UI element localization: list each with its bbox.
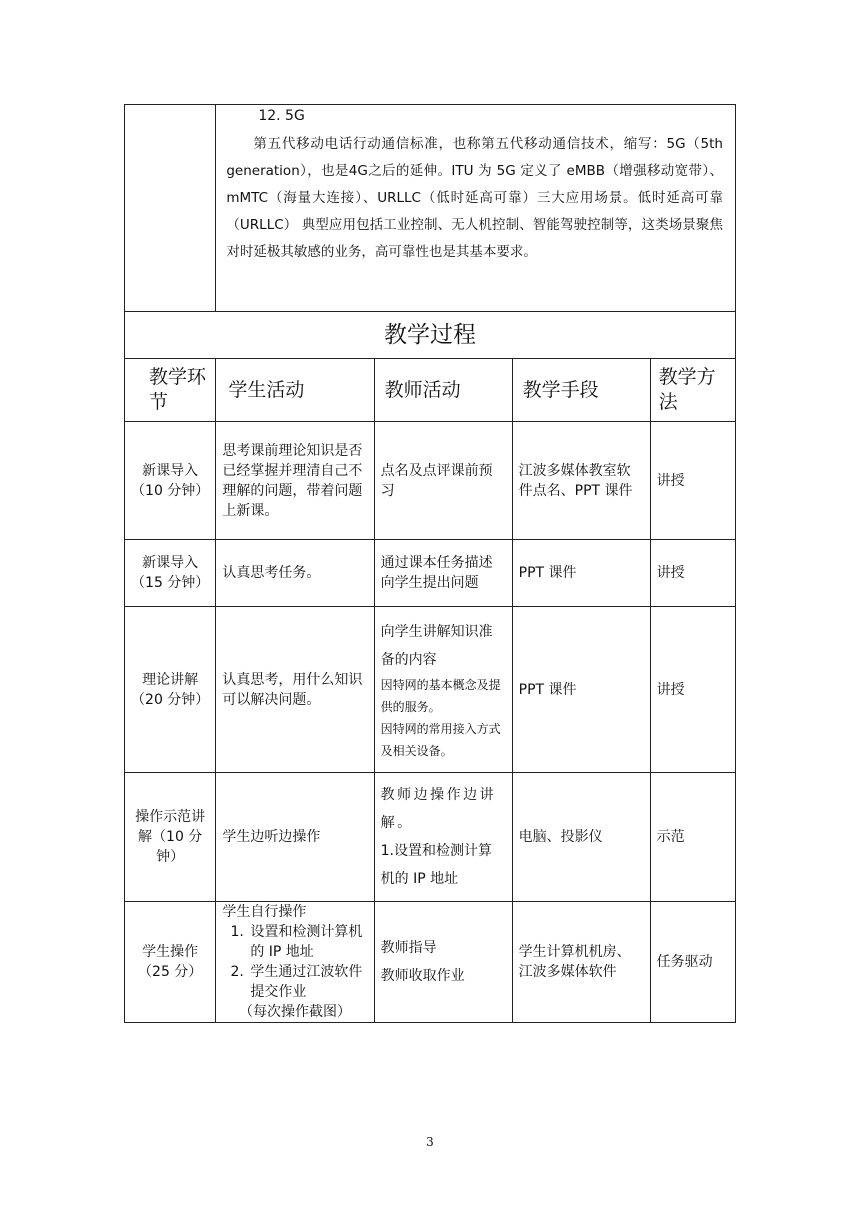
stage-cell: 理论讲解（20 分钟） bbox=[125, 607, 216, 773]
method-cell: 任务驱动 bbox=[650, 902, 735, 1023]
method-cell: 讲授 bbox=[650, 540, 735, 607]
means-cell: 电脑、投影仪 bbox=[512, 773, 650, 902]
table-row bbox=[125, 540, 736, 607]
teacher-cell bbox=[374, 607, 512, 773]
means-cell: 学生计算机机房、江波多媒体软件 bbox=[512, 902, 650, 1023]
student-cell: 学生边听边操作 bbox=[216, 773, 374, 902]
header-means: 教学手段 bbox=[512, 359, 650, 422]
teacher-main-text: 向学生讲解知识准备的内容 bbox=[380, 623, 493, 668]
teacher-item: 因特网的基本概念及提供的服务。 bbox=[380, 677, 501, 714]
intro-title: 12. 5G bbox=[258, 108, 305, 124]
means-cell: 江波多媒体教室软件点名、PPT 课件 bbox=[512, 422, 650, 540]
list-item: 2. 学生通过江波软件提交作业 bbox=[248, 962, 367, 1002]
method-cell: 示范 bbox=[650, 773, 735, 902]
stage-cell: 操作示范讲解（10 分钟） bbox=[125, 773, 216, 902]
method-cell: 讲授 bbox=[650, 607, 735, 773]
means-cell: PPT 课件 bbox=[512, 540, 650, 607]
method-cell: 讲授 bbox=[650, 422, 735, 540]
header-row bbox=[125, 359, 736, 422]
student-cell: 认真思考，用什么知识可以解决问题。 bbox=[216, 607, 374, 773]
student-cell: 认真思考任务。 bbox=[216, 540, 374, 607]
student-cell: 思考课前理论知识是否已经掌握并理清自己不理解的问题，带着问题上新课。 bbox=[216, 422, 374, 540]
header-teacher: 教师活动 bbox=[374, 359, 512, 422]
means-cell: PPT 课件 bbox=[512, 607, 650, 773]
table-row bbox=[125, 422, 736, 540]
header-stage: 教学环节 bbox=[125, 359, 216, 422]
teacher-cell bbox=[374, 773, 512, 902]
intro-row bbox=[125, 105, 736, 312]
teacher-cell: 通过课本任务描述向学生提出问题 bbox=[374, 540, 512, 607]
teacher-cell bbox=[374, 902, 512, 1023]
student-title: 学生自行操作 bbox=[222, 904, 307, 920]
header-method: 教学方法 bbox=[650, 359, 735, 422]
teacher-item: 因特网的常用接入方式及相关设备。 bbox=[380, 721, 501, 758]
student-note: （每次操作截图） bbox=[238, 1004, 351, 1020]
student-cell bbox=[216, 902, 374, 1023]
teacher-item: 1.设置和检测计算机的 IP 地址 bbox=[380, 843, 492, 887]
intro-paragraph: 第五代移动电话行动通信标准，也称第五代移动通信技术，缩写：5G（5th generation），也是4G之后的延伸。ITU 为 5G 定义了 eMBB（增强移动宽带）、mMTC（海量大连接）、URLLC（低时延高可靠）三大应用场景。低时延高可靠（URLLC） 典型应用包括工业控制、无人机控制、智能驾驶控制等，这类场景聚焦对时延极其敏感的业务，高可靠性也是其基本要求。 bbox=[226, 136, 723, 260]
header-student: 学生活动 bbox=[216, 359, 374, 422]
section-title: 教学过程 bbox=[125, 312, 736, 359]
intro-cell bbox=[216, 105, 736, 312]
student-steps bbox=[222, 922, 367, 1002]
page-number: 3 bbox=[426, 1135, 434, 1149]
table-row bbox=[125, 902, 736, 1023]
table-row bbox=[125, 607, 736, 773]
table-row bbox=[125, 773, 736, 902]
teacher-item: 教师收取作业 bbox=[380, 968, 465, 984]
section-title-row bbox=[125, 312, 736, 359]
list-item: 1. 设置和检测计算机的 IP 地址 bbox=[248, 922, 367, 962]
lesson-plan-table bbox=[124, 104, 736, 1023]
stage-cell: 新课导入（10 分钟） bbox=[125, 422, 216, 540]
teacher-cell: 点名及点评课前预习 bbox=[374, 422, 512, 540]
teacher-item: 教师指导 bbox=[380, 940, 437, 956]
intro-left-cell bbox=[125, 105, 216, 312]
teacher-main-text: 教师边操作边讲解。 bbox=[380, 787, 497, 831]
stage-cell: 新课导入（15 分钟） bbox=[125, 540, 216, 607]
stage-cell: 学生操作（25 分） bbox=[125, 902, 216, 1023]
